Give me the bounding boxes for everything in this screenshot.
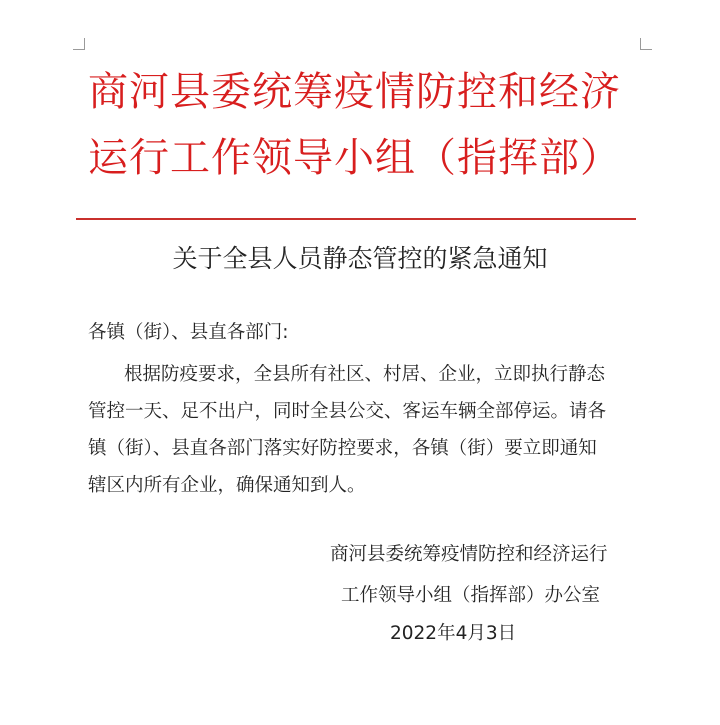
signature-org-line-1: 商河县委统筹疫情防控和经济运行	[330, 544, 608, 565]
notice-body-line-4: 辖区内所有企业，确保通知到人。	[88, 475, 366, 496]
header-title-line-2: 运行工作领导小组（指挥部）	[88, 135, 621, 181]
notice-salutation: 各镇（街）、县直各部门:	[88, 322, 289, 343]
notice-body-line-2: 管控一天、足不出户，同时全县公交、客运车辆全部停运。请各	[88, 401, 607, 422]
crop-mark-top-left-horizontal	[73, 49, 85, 50]
notice-body-line-3: 镇（街）、县直各部门落实好防控要求，各镇（街）要立即通知	[88, 438, 597, 459]
header-title-line-1: 商河县委统筹疫情防控和经济	[88, 69, 621, 115]
header-divider	[76, 218, 636, 220]
signature-date: 2022年4月3日	[390, 623, 517, 644]
notice-body-line-1: 根据防疫要求，全县所有社区、村居、企业，立即执行静态	[124, 364, 606, 385]
notice-subject: 关于全县人员静态管控的紧急通知	[172, 244, 548, 273]
signature-org-line-2: 工作领导小组（指挥部）办公室	[341, 585, 601, 606]
crop-mark-top-right-horizontal	[640, 49, 652, 50]
